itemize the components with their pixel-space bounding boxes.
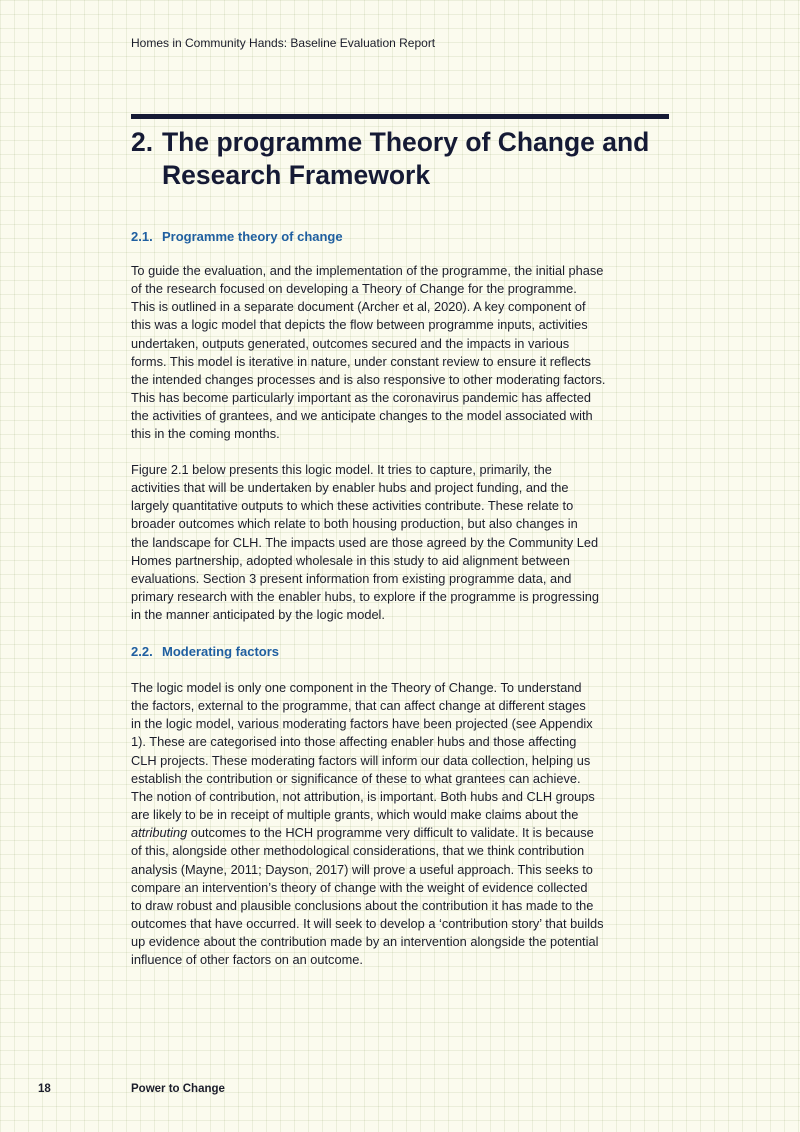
section-2-2-paragraph-1: [131, 679, 671, 970]
text-line: compare an intervention’s theory of change with the weight of evidence collected: [131, 879, 588, 895]
text-line: in the logic model, various moderating factors have been projected (see Appendix: [131, 716, 593, 732]
text-line: This has become particularly important as the coronavirus pandemic has affected: [131, 390, 591, 406]
text-line: in the manner anticipated by the logic model.: [131, 607, 385, 623]
text-line: undertaken, outputs generated, outcomes secured and the impacts in various: [131, 335, 570, 351]
text-line: of this, alongside other methodological considerations, that we think contribution: [131, 843, 585, 859]
footer-brand: Power to Change: [131, 1083, 225, 1095]
section-2-2-number: 2.2.: [131, 644, 153, 659]
section-2-1-paragraph-1: [131, 262, 671, 444]
page-number: 18: [38, 1083, 51, 1095]
text-line: Homes partnership, adopted wholesale in this study to aid alignment between: [131, 552, 570, 568]
chapter-title-line2: Research Framework: [162, 160, 431, 190]
text-line: The notion of contribution, not attribution, is important. Both hubs and CLH groups: [131, 788, 595, 804]
text-line: analysis (Mayne, 2011; Dayson, 2017) will prove a useful approach. This seeks to: [131, 861, 593, 877]
text-line: 1). These are categorised into those affecting enabler hubs and those affecting: [131, 734, 577, 750]
italic-word: attributing: [131, 825, 188, 841]
text-line: the activities of grantees, and we anticipate changes to the model associated with: [131, 408, 593, 424]
text-line: CLH projects. These moderating factors will inform our data collection, helping us: [131, 752, 591, 768]
text-fragment: outcomes to the HCH programme very difficult to validate. It is because: [187, 825, 594, 841]
chapter-title: [131, 126, 691, 192]
text-line: the landscape for CLH. The impacts used are those agreed by the Community Led: [131, 534, 599, 550]
text-line: To guide the evaluation, and the implementation of the programme, the initial phase: [131, 263, 604, 278]
chapter-title-line1: The programme Theory of Change and: [162, 127, 650, 157]
text-line: of the research focused on developing a Theory of Change for the programme.: [131, 281, 577, 297]
text-line: to draw robust and plausible conclusions about the contribution it has made to the: [131, 897, 594, 913]
text-line: establish the contribution or significance of these to what grantees can achieve.: [131, 770, 581, 786]
text-line: broader outcomes which relate to both housing production, but also changes in: [131, 516, 578, 532]
section-2-1-number: 2.1.: [131, 229, 153, 244]
text-line: influence of other factors on an outcome.: [131, 952, 363, 968]
section-2-1-paragraph-2: [131, 461, 671, 624]
text-line: Figure 2.1 below presents this logic model. It tries to capture, primarily, the: [131, 462, 552, 477]
text-line: This is outlined in a separate document (Archer et al, 2020). A key component of: [131, 299, 586, 315]
section-2-1-heading: [131, 229, 343, 244]
text-line: up evidence about the contribution made by an intervention alongside the potential: [131, 934, 599, 950]
running-header: Homes in Community Hands: Baseline Evaluation Report: [131, 36, 436, 50]
text-line: this in the coming months.: [131, 426, 280, 442]
text-line: activities that will be undertaken by enabler hubs and project funding, and the: [131, 480, 569, 496]
text-line: are likely to be in receipt of multiple grants, which would make claims about the: [131, 807, 579, 823]
text-line: the factors, external to the programme, that can affect change at different stages: [131, 698, 586, 714]
section-2-2-title: Moderating factors: [162, 644, 280, 659]
header-rule: [131, 114, 669, 119]
section-2-2-heading: [131, 644, 279, 659]
text-line: the intended changes processes and is also responsive to other moderating factors.: [131, 371, 606, 387]
text-line: forms. This model is iterative in nature, under constant review to ensure it reflects: [131, 353, 591, 369]
text-line-with-italic: [131, 824, 671, 842]
chapter-number: 2.: [131, 127, 154, 157]
text-line: The logic model is only one component in the Theory of Change. To understand: [131, 680, 582, 695]
text-line: largely quantitative outputs to which these activities contribute. These relate to: [131, 498, 574, 514]
text-line: evaluations. Section 3 present information from existing programme data, and: [131, 570, 572, 586]
text-line: outcomes that have occurred. It will seek to develop a ‘contribution story’ that builds: [131, 916, 604, 932]
text-line: primary research with the enabler hubs, to explore if the programme is progressing: [131, 589, 600, 605]
text-line: this was a logic model that depicts the flow between programme inputs, activities: [131, 317, 588, 333]
section-2-1-title: Programme theory of change: [162, 229, 343, 244]
